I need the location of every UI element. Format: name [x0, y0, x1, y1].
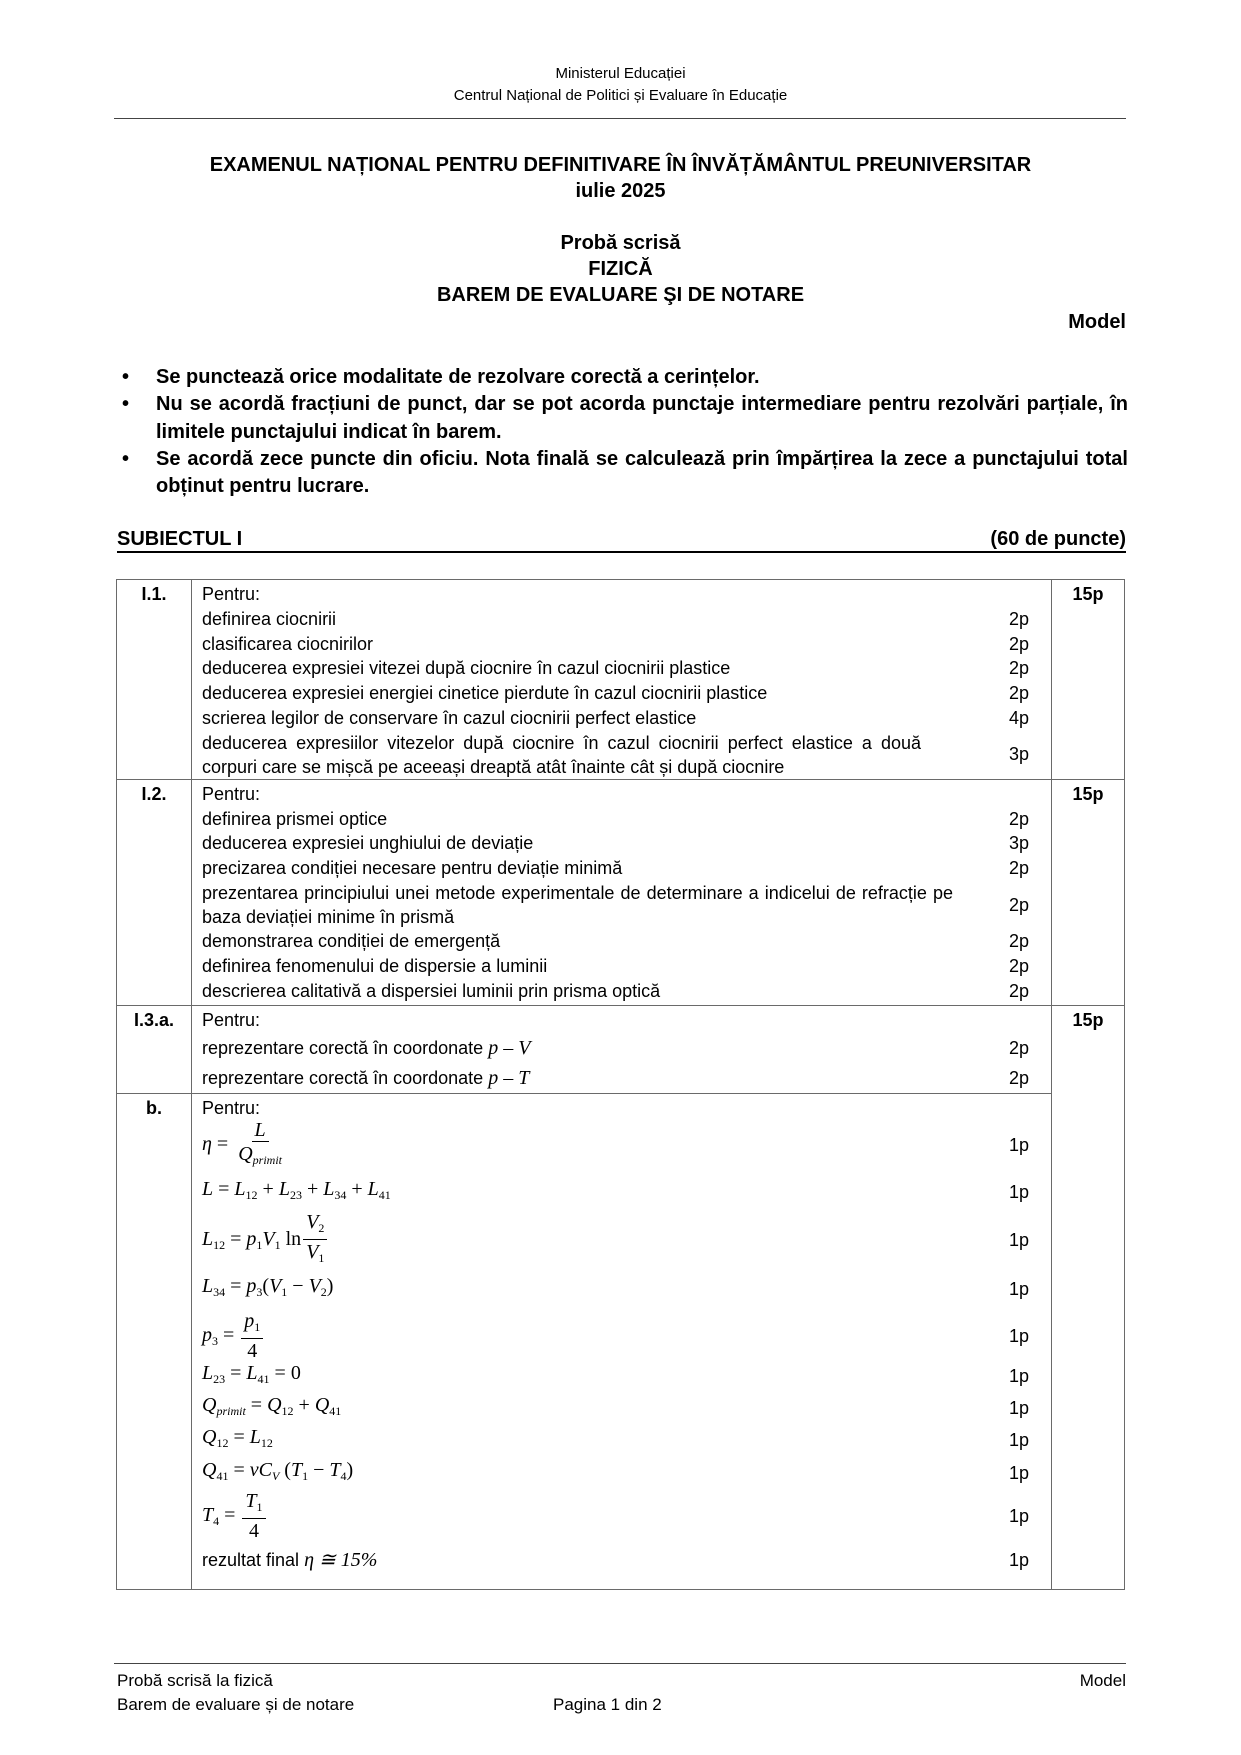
formula-row	[202, 1424, 1041, 1456]
formula-row	[202, 1456, 1041, 1490]
formula-row	[202, 1120, 1041, 1170]
item-total: 15p	[1052, 580, 1125, 780]
formula-row	[202, 1360, 1041, 1392]
formula-L23-L41: $L_{23} = L_{41} = 0$	[202, 1361, 301, 1386]
bullet-icon: •	[122, 447, 130, 470]
criterion-row: definirea ciocnirii 2p	[202, 607, 1041, 632]
footer-doc-name: Barem de evaluare și de notare	[117, 1695, 355, 1714]
criterion-points: 1p	[1008, 1397, 1029, 1418]
section-points: (60 de puncte)	[990, 528, 1126, 550]
criterion-row: descrierea calitativă a dispersiei luminii prin prisma optică 2p	[202, 979, 1041, 1004]
section-title: SUBIECTUL I	[117, 528, 243, 550]
item-label: b.	[117, 1093, 192, 1589]
header-rule	[114, 118, 1126, 119]
document-type: BAREM DE EVALUARE ŞI DE NOTARE	[436, 284, 805, 306]
criterion-points: 2p	[1008, 894, 1029, 915]
scoring-table	[116, 579, 1125, 1590]
formula-row	[202, 1490, 1041, 1542]
item-total: 15p	[1052, 779, 1125, 1005]
criterion-points: 1p	[1008, 1181, 1029, 1202]
item-label: I.1.	[117, 580, 192, 780]
item-label: I.3.a.	[117, 1005, 192, 1093]
criterion-points: 1p	[1008, 1505, 1029, 1526]
exam-session: iulie 2025	[575, 180, 666, 202]
table-row-i2	[117, 779, 1125, 1005]
formula-p3: $p_3$ = $\frac{p_1}{4}$	[202, 1310, 981, 1363]
item-label: I.2.	[117, 779, 192, 1005]
formula-T4: $T_4$ = $\frac{T_1}{4}$	[202, 1490, 981, 1543]
bullet-icon: •	[122, 366, 130, 388]
criterion-points: 1p	[1008, 1325, 1029, 1346]
criterion-points: 1p	[1008, 1429, 1029, 1450]
footer-variant: Model	[1079, 1671, 1126, 1690]
criterion-points: 1p	[1008, 1549, 1029, 1570]
criterion-row: deducerea expresiilor vitezelor după ciocnire în cazul ciocnirii perfect elastice a două corpuri care se mișcă pe aceeași dreaptă atât înainte cât și după ciocnire 3p	[202, 731, 1041, 779]
instructions-list	[116, 364, 1128, 500]
criterion-row: definirea prismei optice 2p	[202, 807, 1041, 832]
formula-Q-primit: $Q_{primit} = Q_{12} + Q_{41}$	[202, 1393, 342, 1418]
formula-Q41: $Q_{41} = \nu C_V$ $(T_1 - T_4)$	[202, 1458, 354, 1483]
criterion-row: definirea fenomenului de dispersie a luminii 2p	[202, 954, 1041, 979]
formula-L12: $L_{12} = p_1V_1$ ln $\frac{V_2}{V_1}$	[202, 1211, 981, 1270]
criterion-points: 1p	[1008, 1134, 1029, 1155]
criterion-row: reprezentare corectă în coordonate p – V 2p	[202, 1033, 1041, 1063]
variant-label: Model	[1068, 311, 1126, 333]
criterion-points: 1p	[1008, 1462, 1029, 1483]
footer-rule	[114, 1663, 1126, 1664]
instruction-item: • Nu se acordă fracțiuni de punct, dar se pot acorda punctaje intermediare pentru rezolvări parțiale, în limitele punctajului indicat în barem.	[116, 391, 1128, 446]
item-criteria: Pentru: reprezentare corectă în coordonate p – V 2p reprezentare corectă în coordonate p – T 2p	[192, 1005, 1052, 1093]
formula-row	[202, 1266, 1041, 1312]
criterion-points: 2p	[1008, 930, 1029, 951]
formula-row	[202, 1542, 1041, 1578]
formula-row	[202, 1210, 1041, 1266]
criterion-points: 2p	[1008, 1037, 1029, 1058]
formula-row	[202, 1170, 1041, 1214]
criterion-points: 2p	[1008, 1067, 1029, 1088]
criterion-points: 2p	[1008, 658, 1029, 679]
criterion-row: scrierea legilor de conservare în cazul ciocnirii perfect elastice 4p	[202, 706, 1041, 731]
item-criteria: Pentru: definirea ciocnirii 2p clasificarea ciocnirilor 2p deducerea expresiei vitezei după ciocnire în cazul ciocnirii plastice 2p deducerea expresiei energiei cinetice pierdute în cazul ciocnirii plastice 2p scrierea legilor de conservare în cazul ciocnirii perfect elastice 4p deducerea expresiilor vitezelor după ciocnire în cazul ciocnirii perfect elastice a două corpuri care se mișcă pe aceeași dreaptă atât înainte cât și după ciocnire 3p	[192, 580, 1052, 780]
footer-test-name: Probă scrisă la fizică	[117, 1671, 273, 1690]
criterion-points: 2p	[1008, 980, 1029, 1001]
formula-total-work: $L = L_{12} + L_{23} + L_{34} + L_{41}$	[202, 1177, 391, 1202]
section-heading	[117, 527, 1126, 553]
criterion-points: 2p	[1008, 808, 1029, 829]
formula-row	[202, 1309, 1041, 1362]
math-expression: p – V	[488, 1036, 531, 1059]
page-number: Pagina 1 din 2	[553, 1695, 662, 1714]
formula-Q12: $Q_{12} = L_{12}$	[202, 1425, 273, 1450]
criterion-row: reprezentare corectă în coordonate p – T 2p	[202, 1063, 1041, 1093]
bullet-icon: •	[122, 393, 130, 416]
table-row-i1	[117, 580, 1125, 780]
criterion-points: 1p	[1008, 1229, 1029, 1250]
final-result: rezultat final η ≅ 15%	[202, 1548, 378, 1571]
item-criteria: Pentru: definirea prismei optice 2p deducerea expresiei unghiului de deviație 3p precizarea condiției necesare pentru deviație minimă 2p prezentarea principiului unei metode experimentale de determinare a indicelui de refracție pe baza deviației minime în prismă 2p demonstrarea condiției de emergență 2p definirea fenomenului de dispersie a luminii 2p descrierea calitativă a dispersiei luminii prin prisma optică 2p	[192, 779, 1052, 1005]
criterion-row: precizarea condiției necesare pentru deviație minimă 2p	[202, 856, 1041, 881]
criterion-row: demonstrarea condiției de emergență 2p	[202, 929, 1041, 954]
instruction-item: • Se punctează orice modalitate de rezolvare corectă a cerințelor.	[116, 364, 1128, 391]
criterion-points: 3p	[1008, 833, 1029, 854]
criterion-points: 2p	[1008, 608, 1029, 629]
criterion-row: clasificarea ciocnirilor 2p	[202, 632, 1041, 657]
table-row-i3a	[117, 1005, 1125, 1093]
criterion-row: deducerea expresiei energiei cinetice pierdute în cazul ciocnirii plastice 2p	[202, 681, 1041, 706]
criterion-points: 1p	[1008, 1365, 1029, 1386]
item-formulas: Pentru: η = $\frac{L}{Q_{primit}}$ 1p $L = L_{12} + L_{23} + L_{34} + L_{41}$ 1p $L_{12} = p_1V_1$ ln $\frac{V_2}{V_1}$ 1p $L_{34} = p_3(V_1 - V_2)$ 1p $p_3$ = $\frac{p_1}{4}$ 1p $L_{23} = L_{41} = 0$ 1p $Q_{primit} = Q_{12} + Q_{41}$ 1p $Q_{12} = L_{12}$ 1p $Q_{41} = \nu C_V$ $(T_1 - T_4)$ 1p $T_4$ = $\frac{T_1}{4}$ 1p rezultat final η ≅ 15% 1p	[192, 1093, 1052, 1589]
criterion-points: 2p	[1008, 633, 1029, 654]
criterion-points: 3p	[1008, 744, 1029, 765]
criterion-row: deducerea expresiei vitezei după ciocnire în cazul ciocnirii plastice 2p	[202, 656, 1041, 681]
center-name: Centrul Național de Politici și Evaluare în Educație	[453, 87, 788, 104]
math-expression: η ≅ 15%	[304, 1548, 378, 1571]
ministry-name: Ministerul Educației	[555, 65, 686, 82]
criterion-points: 2p	[1008, 858, 1029, 879]
item-total: 15p	[1052, 1005, 1125, 1589]
table-row-i3b	[117, 1093, 1125, 1589]
test-type: Probă scrisă	[560, 232, 681, 254]
subject-name: FIZICĂ	[588, 258, 653, 280]
criterion-row: deducerea expresiei unghiului de deviație 3p	[202, 831, 1041, 856]
exam-title: EXAMENUL NAȚIONAL PENTRU DEFINITIVARE ÎN ÎNVĂȚĂMÂNTUL PREUNIVERSITAR	[209, 154, 1032, 176]
math-expression: p – T	[488, 1066, 530, 1089]
criterion-row: prezentarea principiului unei metode experimentale de determinare a indicelui de refracție pe baza deviației minime în prismă 2p	[202, 881, 1041, 929]
criterion-points: 2p	[1008, 955, 1029, 976]
formula-L34: $L_{34} = p_3(V_1 - V_2)$	[202, 1274, 334, 1299]
formula-row	[202, 1392, 1041, 1424]
criterion-points: 4p	[1008, 707, 1029, 728]
formula-efficiency: η = $\frac{L}{Q_{primit}}$	[202, 1118, 282, 1167]
instruction-item: • Se acordă zece puncte din oficiu. Nota finală se calculează prin împărțirea la zece a punctajului total obținut pentru lucrare.	[116, 446, 1128, 501]
criterion-points: 2p	[1008, 683, 1029, 704]
criterion-points: 1p	[1008, 1278, 1029, 1299]
